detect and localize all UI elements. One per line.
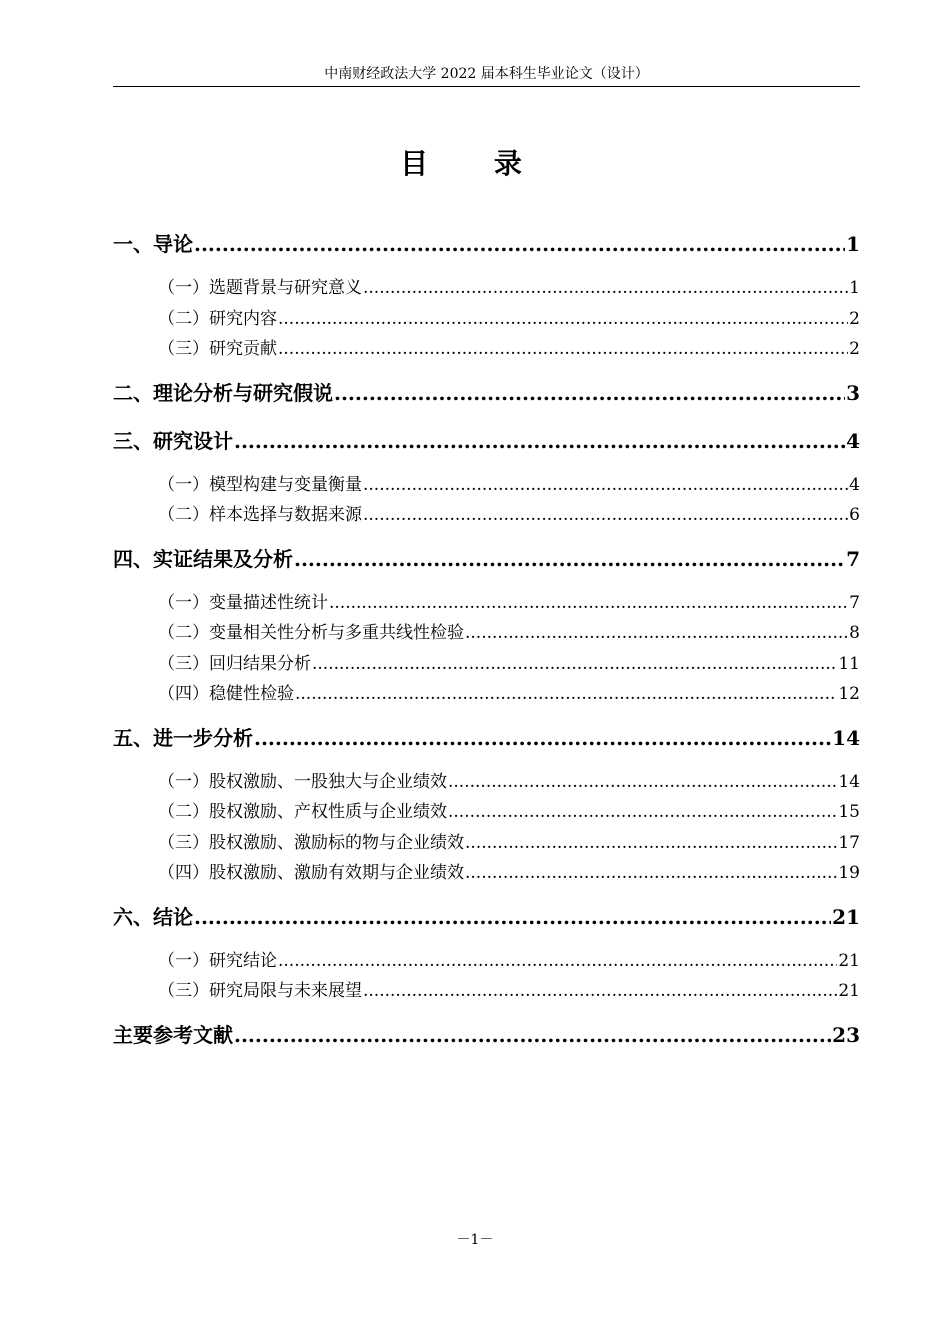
toc-entry[interactable] [113, 946, 860, 977]
toc-entry-label: （二）变量相关性分析与多重共线性检验 [158, 623, 464, 643]
toc-entry[interactable] [113, 377, 860, 409]
toc-entry-label: 主要参考文献 [113, 1022, 233, 1047]
toc-entry[interactable] [113, 588, 860, 619]
toc-entry[interactable] [113, 722, 860, 754]
toc-entry-page: 6 [849, 505, 860, 525]
dot-leader [312, 649, 837, 680]
toc-title: 目 录 [400, 147, 550, 180]
toc-entry[interactable] [113, 649, 860, 680]
toc-entry-page: 1 [849, 278, 860, 298]
toc-entry-page: 21 [838, 950, 860, 971]
toc-entry-page: 15 [838, 802, 860, 822]
table-of-contents [113, 228, 860, 1051]
toc-entry-label: （三）研究贡献 [158, 339, 277, 359]
dot-leader [363, 976, 837, 1007]
toc-entry-page: 19 [838, 863, 860, 883]
toc-entry[interactable] [113, 500, 860, 531]
toc-entry-page: 8 [849, 623, 860, 643]
toc-entry-label: （四）股权激励、激励有效期与企业绩效 [158, 863, 464, 883]
page-number: －1－ [456, 1232, 494, 1248]
dot-leader [334, 377, 845, 409]
toc-entry-label: （一）变量描述性统计 [158, 592, 328, 613]
toc-entry-label: （三）股权激励、激励标的物与企业绩效 [158, 832, 464, 853]
toc-entry-page: 4 [849, 474, 860, 495]
dot-leader [465, 618, 848, 649]
toc-entry-label: （三）回归结果分析 [158, 653, 311, 674]
toc-entry[interactable] [113, 273, 860, 304]
toc-entry-label: 四、实证结果及分析 [113, 546, 293, 571]
toc-entry-label: （四）稳健性检验 [158, 684, 294, 704]
toc-entry[interactable] [113, 334, 860, 365]
toc-entry-label: （一）选题背景与研究意义 [158, 278, 362, 298]
dot-leader [363, 500, 848, 531]
dot-leader [254, 722, 831, 754]
dot-leader [234, 1019, 831, 1051]
toc-entry-label: 六、结论 [113, 904, 193, 929]
toc-entry-label: （一）模型构建与变量衡量 [158, 474, 362, 495]
dot-leader [363, 470, 848, 501]
dot-leader [278, 304, 848, 335]
toc-entry-page: 21 [832, 904, 860, 929]
toc-entry-page: 7 [849, 592, 860, 613]
toc-entry-page: 12 [838, 684, 860, 704]
toc-entry-page: 11 [838, 653, 860, 674]
toc-entry[interactable] [113, 858, 860, 889]
toc-entry-label: （一）股权激励、一股独大与企业绩效 [158, 771, 447, 792]
dot-leader [278, 946, 837, 977]
toc-entry-label: 一、导论 [113, 232, 193, 256]
toc-entry-page: 17 [838, 832, 860, 853]
toc-entry-page: 3 [846, 380, 860, 405]
toc-entry[interactable] [113, 304, 860, 335]
dot-leader [465, 828, 837, 859]
toc-entry-label: （二）样本选择与数据来源 [158, 505, 362, 525]
toc-entry[interactable] [113, 618, 860, 649]
dot-leader [329, 588, 848, 619]
toc-entry-page: 21 [838, 981, 860, 1001]
dot-leader [234, 425, 845, 457]
toc-entry[interactable] [113, 901, 860, 933]
page-header [113, 64, 860, 87]
toc-entry-label: （二）股权激励、产权性质与企业绩效 [158, 802, 447, 822]
toc-entry[interactable] [113, 543, 860, 575]
toc-entry[interactable] [113, 470, 860, 501]
toc-entry-label: （一）研究结论 [158, 950, 277, 971]
dot-leader [363, 273, 848, 304]
page-footer [0, 1230, 950, 1250]
toc-entry[interactable] [113, 767, 860, 798]
dot-leader [465, 858, 837, 889]
toc-entry[interactable] [113, 976, 860, 1007]
dot-leader [194, 228, 845, 260]
toc-entry-page: 14 [838, 771, 860, 792]
toc-entry[interactable] [113, 797, 860, 828]
toc-entry-page: 1 [846, 232, 860, 256]
toc-entry[interactable] [113, 425, 860, 457]
toc-entry-page: 2 [849, 308, 860, 329]
dot-leader [294, 543, 845, 575]
header-text: 中南财经政法大学 2022 届本科生毕业论文（设计） [324, 66, 649, 82]
dot-leader [194, 901, 831, 933]
dot-leader [295, 679, 837, 710]
toc-entry-label: （三）研究局限与未来展望 [158, 981, 362, 1001]
toc-entry-label: 三、研究设计 [113, 428, 233, 453]
toc-entry[interactable] [113, 1019, 860, 1051]
toc-entry-label: 五、进一步分析 [113, 725, 253, 750]
toc-entry-page: 2 [849, 339, 860, 359]
dot-leader [448, 797, 837, 828]
toc-entry-label: （二）研究内容 [158, 308, 277, 329]
dot-leader [448, 767, 837, 798]
toc-entry-label: 二、理论分析与研究假说 [113, 380, 333, 405]
toc-entry-page: 4 [846, 428, 860, 453]
dot-leader [278, 334, 848, 365]
toc-entry[interactable] [113, 228, 860, 260]
toc-entry[interactable] [113, 679, 860, 710]
toc-entry-page: 7 [846, 546, 860, 571]
toc-entry-page: 14 [832, 725, 860, 750]
toc-entry[interactable] [113, 828, 860, 859]
toc-entry-page: 23 [832, 1022, 860, 1047]
